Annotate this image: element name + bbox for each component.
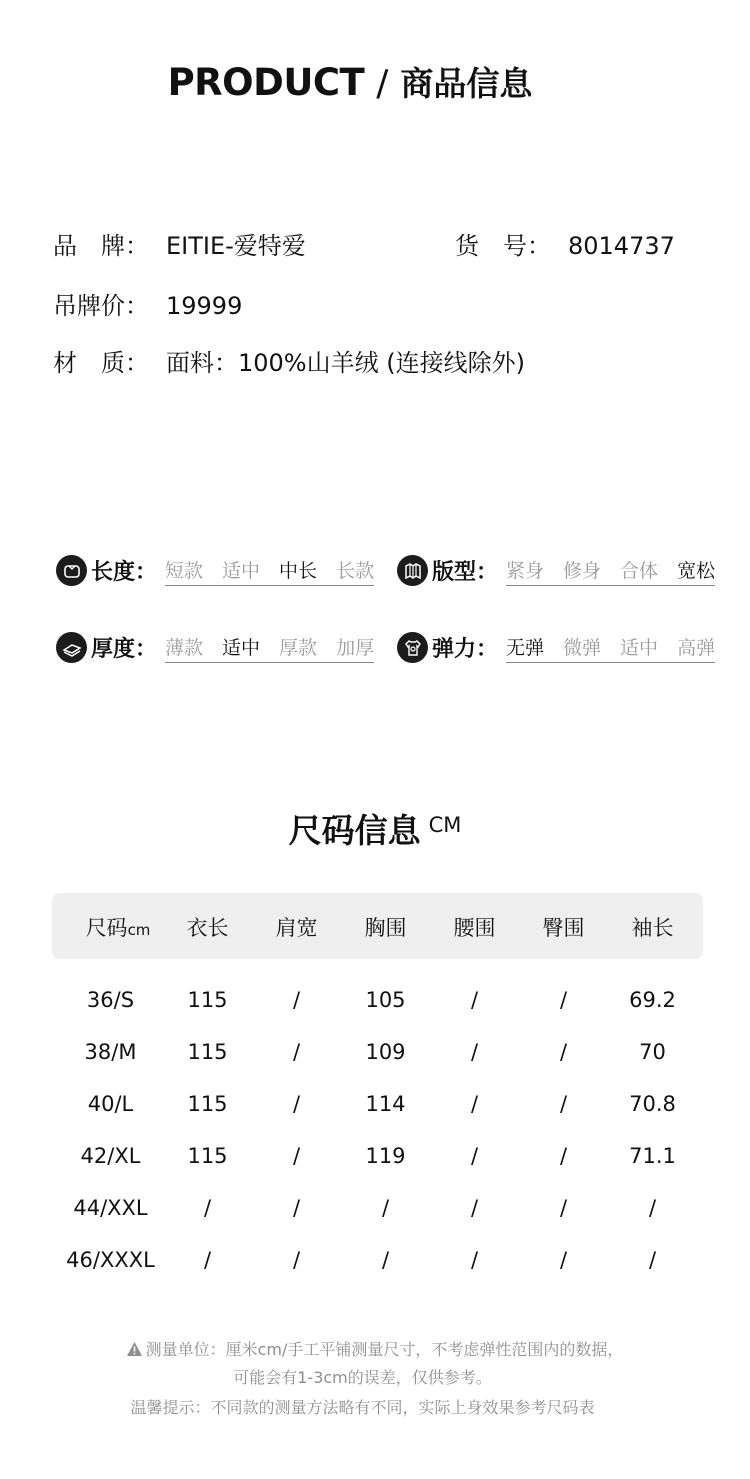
- table-cell: /: [559, 1248, 568, 1272]
- table-cell: 69.2: [629, 988, 676, 1012]
- option: 高弹: [677, 636, 716, 659]
- table-cell: 114: [365, 1092, 406, 1116]
- sku-row: [455, 226, 675, 261]
- page-title: [0, 58, 700, 105]
- attr-elasticity-label: 弹力：: [432, 637, 499, 662]
- header-cell-size: 尺码cm: [85, 916, 151, 940]
- table-row: [52, 1144, 703, 1184]
- table-cell: /: [470, 1144, 479, 1168]
- warning-icon: [126, 1341, 143, 1361]
- table-cell: 42/XL: [80, 1144, 141, 1168]
- table-cell: /: [470, 1248, 479, 1272]
- table-cell: /: [559, 988, 568, 1012]
- size-title-unit: CM: [428, 813, 462, 837]
- table-cell: 115: [187, 988, 228, 1012]
- sku-value: 8014737: [568, 232, 675, 260]
- table-cell: 115: [187, 1092, 228, 1116]
- table-cell: /: [559, 1196, 568, 1220]
- table-row: [52, 1248, 703, 1288]
- table-cell: 44/XXL: [73, 1196, 148, 1220]
- size-table-header: [52, 893, 703, 959]
- table-cell: 38/M: [84, 1040, 137, 1064]
- attr-length: [56, 555, 374, 586]
- table-cell: /: [203, 1196, 212, 1220]
- table-cell: /: [559, 1144, 568, 1168]
- attr-thickness: [56, 632, 374, 663]
- table-cell: /: [381, 1196, 390, 1220]
- coat-icon: [56, 555, 87, 586]
- header-cell: 肩宽: [275, 916, 318, 940]
- attr-elasticity-options: [506, 633, 715, 663]
- table-cell: /: [292, 1248, 301, 1272]
- table-cell: /: [470, 1040, 479, 1064]
- title-separator: /: [376, 63, 389, 104]
- option: 适中: [222, 559, 261, 582]
- note-line-1: 测量单位：厘米cm/手工平铺测量尺寸，不考虑弹性范围内的数据，: [145, 1340, 624, 1359]
- attr-length-options: [165, 556, 374, 586]
- option: 厚款: [279, 636, 318, 659]
- brand-row: [53, 226, 306, 261]
- price-label: 吊牌价：: [53, 292, 149, 320]
- option: 加厚: [336, 636, 375, 659]
- table-row: [52, 1196, 703, 1236]
- attr-fit-options: [506, 556, 715, 586]
- brand-value: EITIE-爱特爱: [166, 232, 306, 260]
- table-row: [52, 1092, 703, 1132]
- attr-fit-label: 版型：: [432, 560, 499, 585]
- note-line-2: 可能会有1-3cm的误差，仅供参考。: [233, 1368, 492, 1387]
- table-cell: 36/S: [86, 988, 135, 1012]
- table-cell: 40/L: [87, 1092, 134, 1116]
- attr-elasticity: [397, 632, 715, 663]
- option: 短款: [165, 559, 204, 582]
- table-cell: /: [470, 1092, 479, 1116]
- sku-label: 货 号：: [455, 232, 551, 260]
- table-cell: /: [292, 988, 301, 1012]
- attr-thickness-label: 厚度：: [91, 637, 158, 662]
- table-cell: /: [381, 1248, 390, 1272]
- size-title-text: 尺码信息: [288, 811, 421, 850]
- table-cell: /: [559, 1040, 568, 1064]
- option: 宽松: [677, 559, 716, 582]
- table-cell: 105: [365, 988, 406, 1012]
- table-cell: /: [648, 1248, 657, 1272]
- option: 微弹: [563, 636, 602, 659]
- table-cell: 115: [187, 1144, 228, 1168]
- price-value: 19999: [166, 292, 243, 320]
- table-cell: /: [203, 1248, 212, 1272]
- table-cell: /: [559, 1092, 568, 1116]
- attr-length-label: 长度：: [91, 560, 158, 585]
- note-line-3: 温馨提示：不同款的测量方法略有不同，实际上身效果参考尺码表: [130, 1398, 595, 1417]
- option: 适中: [222, 636, 261, 659]
- table-cell: /: [292, 1144, 301, 1168]
- table-cell: /: [292, 1092, 301, 1116]
- table-cell: 70: [639, 1040, 666, 1064]
- brand-label: 品 牌：: [53, 232, 149, 260]
- table-cell: 71.1: [629, 1144, 676, 1168]
- table-row: [52, 1040, 703, 1080]
- header-cell: 胸围: [364, 916, 407, 940]
- header-cell: 袖长: [631, 916, 674, 940]
- title-zh: 商品信息: [400, 64, 533, 103]
- header-cell: 衣长: [186, 916, 229, 940]
- table-cell: /: [292, 1040, 301, 1064]
- option: 修身: [563, 559, 602, 582]
- material-row: [53, 343, 525, 378]
- shirt-icon: [397, 632, 428, 663]
- table-cell: /: [648, 1196, 657, 1220]
- option: 薄款: [165, 636, 204, 659]
- attr-thickness-options: [165, 633, 374, 663]
- size-section-title: [0, 805, 750, 852]
- table-row: [52, 988, 703, 1028]
- table-cell: /: [292, 1196, 301, 1220]
- material-label: 材 质：: [53, 349, 149, 377]
- layers-icon: [56, 632, 87, 663]
- header-cell: 臀围: [542, 916, 585, 940]
- option: 中长: [279, 559, 318, 582]
- table-cell: 46/XXXL: [66, 1248, 155, 1272]
- pattern-icon: [397, 555, 428, 586]
- option: 无弹: [506, 636, 545, 659]
- table-cell: 115: [187, 1040, 228, 1064]
- header-cell: 腰围: [453, 916, 496, 940]
- attr-fit: [397, 555, 715, 586]
- table-cell: 109: [365, 1040, 406, 1064]
- table-cell: 119: [365, 1144, 406, 1168]
- option: 紧身: [506, 559, 545, 582]
- table-cell: /: [470, 1196, 479, 1220]
- option: 合体: [620, 559, 659, 582]
- material-value: 面料：100%山羊绒 (连接线除外): [166, 349, 525, 377]
- table-cell: 70.8: [629, 1092, 676, 1116]
- option: 长款: [336, 559, 375, 582]
- table-cell: /: [470, 988, 479, 1012]
- price-row: [53, 286, 242, 321]
- measurement-note: [0, 1337, 750, 1361]
- title-en: PRODUCT: [167, 61, 365, 104]
- option: 适中: [620, 636, 659, 659]
